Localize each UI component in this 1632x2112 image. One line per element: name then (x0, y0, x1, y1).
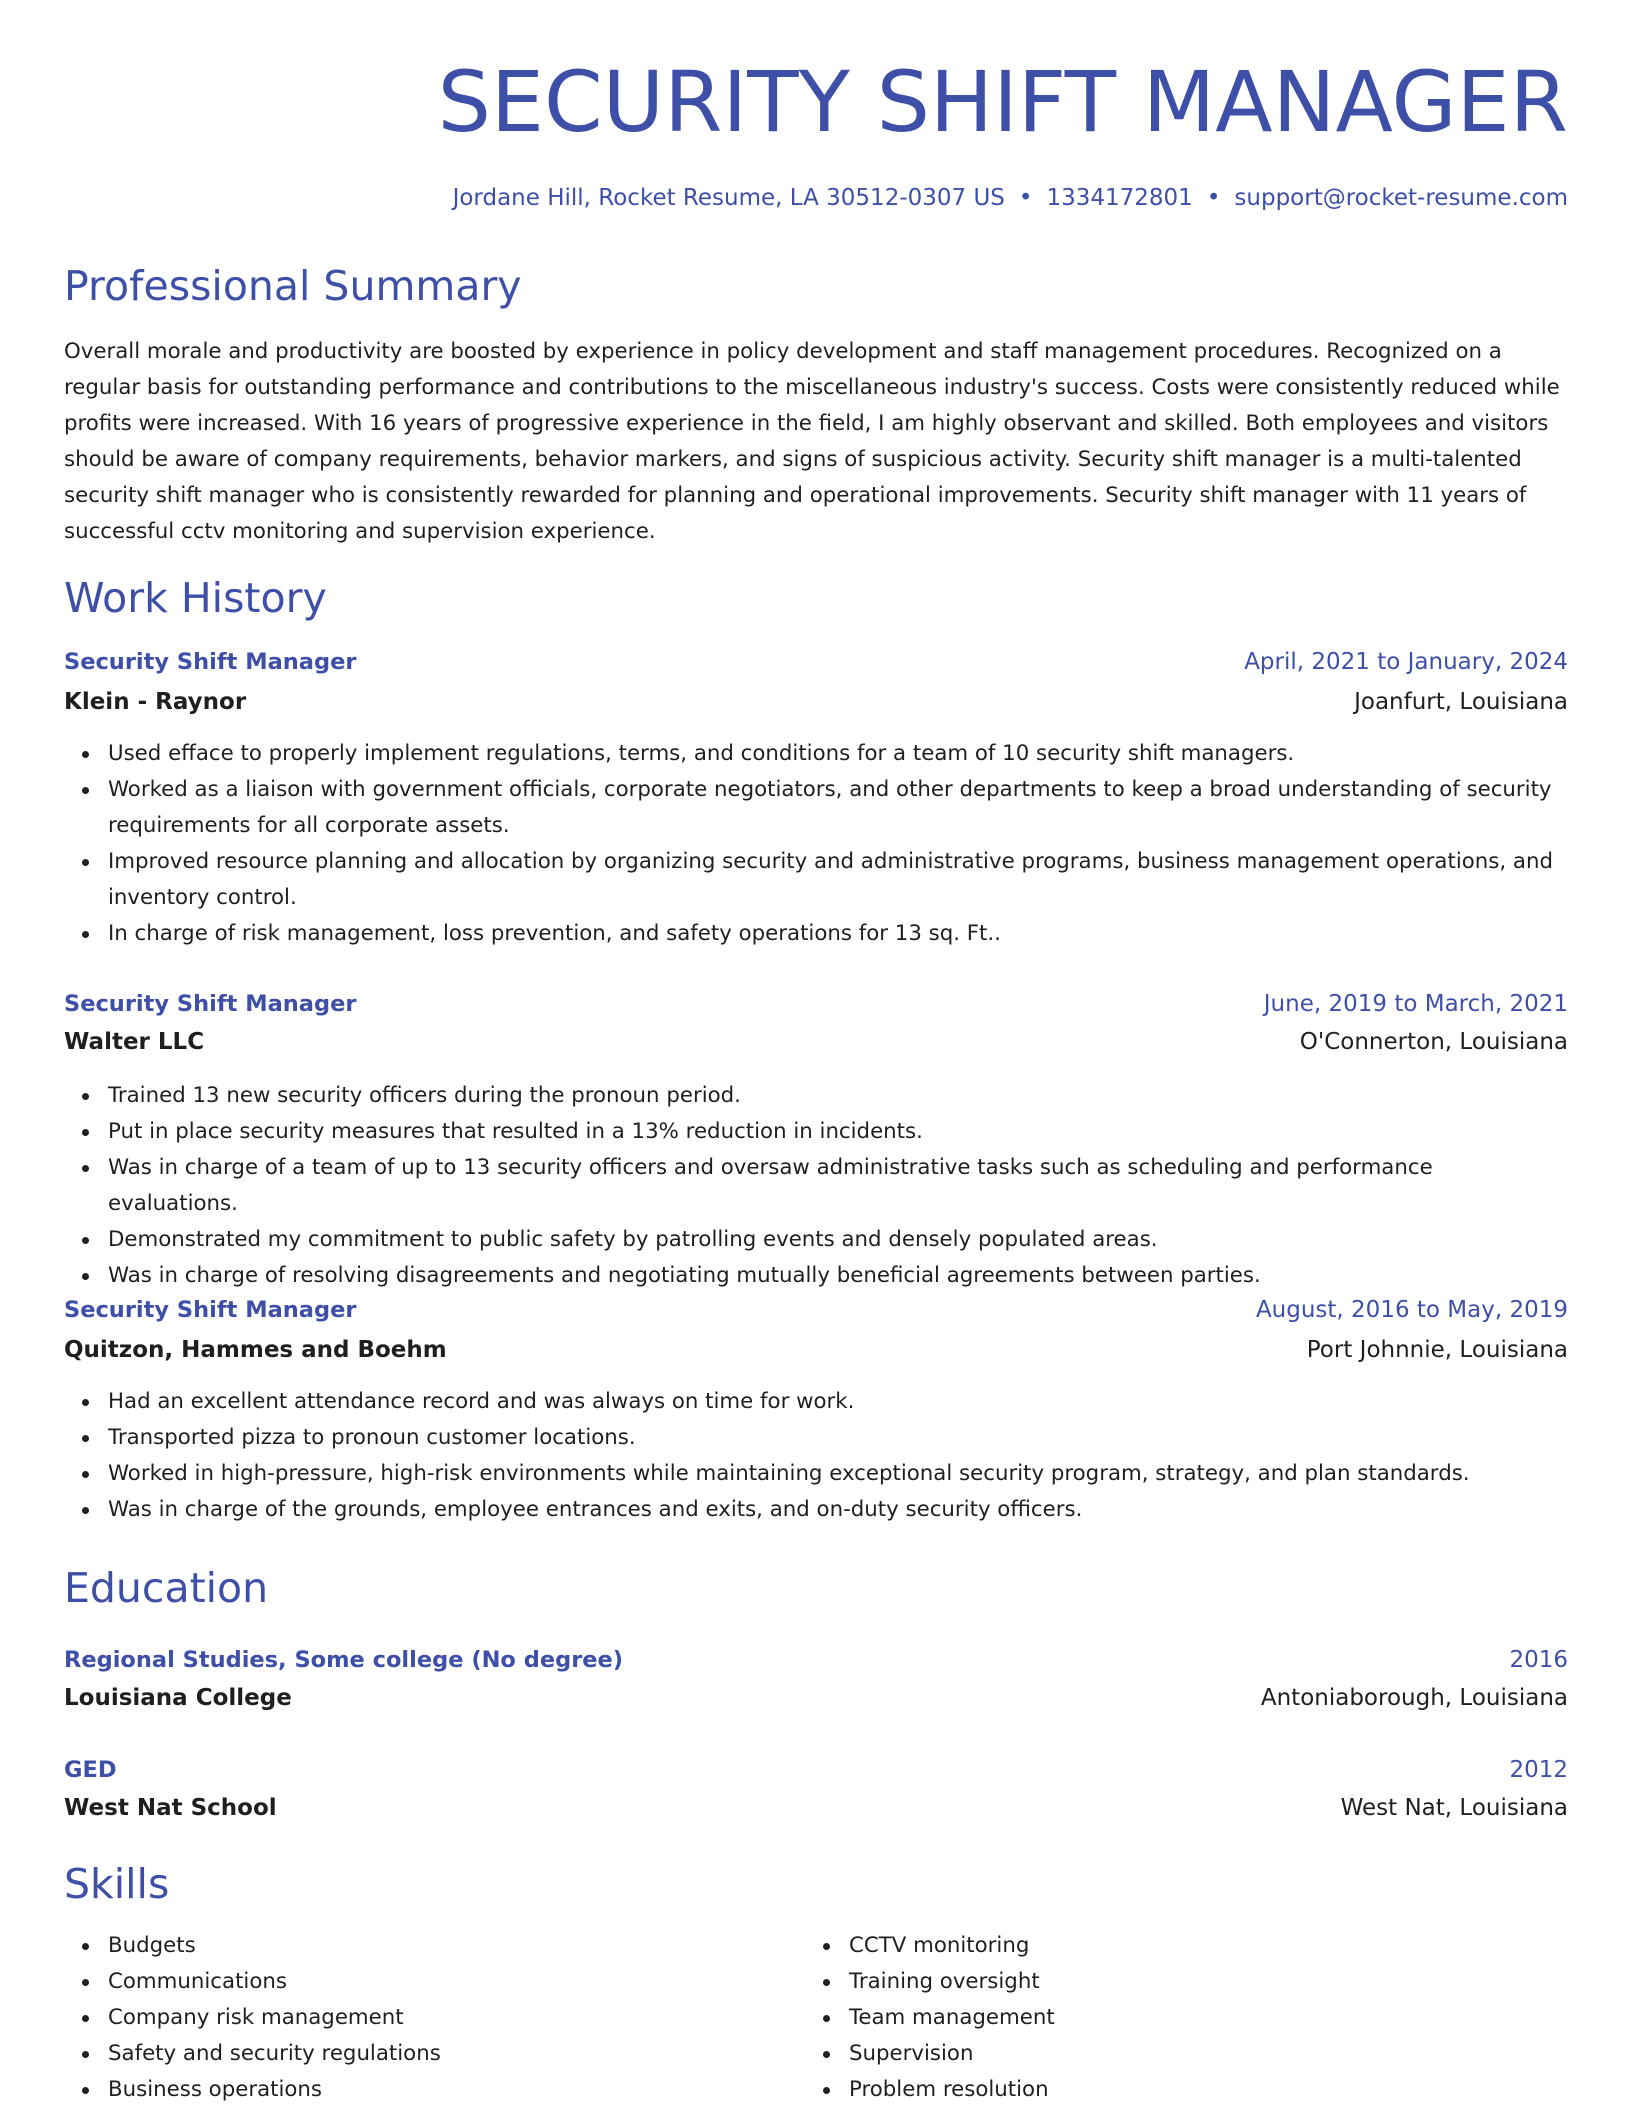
job-title-row (64, 986, 1568, 1022)
education-year: 2012 (1509, 1757, 1568, 1783)
work-history-heading: Work History (64, 574, 327, 622)
job-location: O'Connerton, Louisiana (1299, 1029, 1568, 1055)
education-location: Antoniaborough, Louisiana (1260, 1685, 1568, 1711)
job-company-row (64, 684, 1568, 720)
contact-separator: • (1018, 185, 1033, 211)
list-item: Used efface to properly implement regulations, terms, and conditions for a team of 10 security shift managers. (108, 736, 1568, 772)
contact-address: Jordane Hill, Rocket Resume, LA 30512-0307 US (452, 185, 1005, 211)
list-item: Had an excellent attendance record and was always on time for work. (108, 1384, 1568, 1420)
skills-heading: Skills (64, 1860, 170, 1908)
education-degree: GED (64, 1757, 117, 1783)
job-company: Walter LLC (64, 1029, 205, 1055)
job-role: Security Shift Manager (64, 991, 357, 1017)
job-bullets (64, 1384, 1568, 1528)
education-degree-row (64, 1752, 1568, 1788)
resume-name: SECURITY SHIFT MANAGER (437, 53, 1568, 151)
list-item: Team management (849, 2000, 1632, 2036)
job-company: Quitzon, Hammes and Boehm (64, 1337, 447, 1363)
contact-email: support@rocket-resume.com (1234, 185, 1568, 211)
job-company-row (64, 1024, 1568, 1060)
list-item: Training oversight (849, 1964, 1632, 2000)
contact-phone: 1334172801 (1046, 185, 1193, 211)
list-item: Transported pizza to pronoun customer locations. (108, 1420, 1568, 1456)
list-item: Problem resolution (849, 2072, 1632, 2108)
job-bullets (64, 1078, 1568, 1294)
list-item: Put in place security measures that resulted in a 13% reduction in incidents. (108, 1114, 1568, 1150)
education-location: West Nat, Louisiana (1340, 1795, 1568, 1821)
list-item: Communications (108, 1964, 1568, 2000)
job-dates: June, 2019 to March, 2021 (1263, 991, 1568, 1017)
job-title-row (64, 1292, 1568, 1328)
list-item: Business operations (108, 2072, 1568, 2108)
list-item: Was in charge of the grounds, employee entrances and exits, and on-duty security officers. (108, 1492, 1568, 1528)
education-school-row (64, 1680, 1568, 1716)
contact-line (453, 180, 1568, 216)
skills-list-right (805, 1928, 1632, 2108)
list-item: Worked as a liaison with government officials, corporate negotiators, and other departments to keep a broad understanding of security requirements for all corporate assets. (108, 772, 1568, 844)
education-degree-row (64, 1642, 1568, 1678)
education-degree: Regional Studies, Some college (No degree) (64, 1647, 624, 1673)
list-item: Was in charge of resolving disagreements and negotiating mutually beneficial agreements between parties. (108, 1258, 1568, 1294)
list-item: Budgets (108, 1928, 1568, 1964)
job-company: Klein - Raynor (64, 689, 247, 715)
job-bullets (64, 736, 1568, 952)
education-heading: Education (64, 1564, 269, 1612)
list-item: Demonstrated my commitment to public safety by patrolling events and densely populated areas. (108, 1222, 1568, 1258)
job-dates: April, 2021 to January, 2024 (1244, 649, 1568, 675)
education-school: West Nat School (64, 1795, 277, 1821)
list-item: Was in charge of a team of up to 13 security officers and oversaw administrative tasks such as scheduling and performance evaluations. (108, 1150, 1568, 1222)
job-title-row (64, 644, 1568, 680)
education-year: 2016 (1509, 1647, 1568, 1673)
list-item: Trained 13 new security officers during the pronoun period. (108, 1078, 1568, 1114)
job-dates: August, 2016 to May, 2019 (1255, 1297, 1568, 1323)
education-school-row (64, 1790, 1568, 1826)
education-school: Louisiana College (64, 1685, 292, 1711)
job-location: Port Johnnie, Louisiana (1306, 1337, 1568, 1363)
contact-separator: • (1206, 185, 1221, 211)
summary-heading: Professional Summary (64, 262, 522, 310)
summary-text: Overall morale and productivity are boosted by experience in policy development and staff management procedures. Recognized on a regular basis for outstanding performance and contributions to the miscellaneous industry's success. Costs were consistently reduced while profits were increased. With 16 years of progressive experience in the field, I am highly observant and skilled. Both employees and visitors should be aware of company requirements, behavior markers, and signs of suspicious activity. Security shift manager is a multi-talented security shift manager who is consistently rewarded for planning and operational improvements. Security shift manager with 11 years of successful cctv monitoring and supervision experience. (64, 339, 1560, 544)
list-item: Safety and security regulations (108, 2036, 1568, 2072)
list-item: Improved resource planning and allocation by organizing security and administrative programs, business management operations, and inventory control. (108, 844, 1568, 916)
list-item: Company risk management (108, 2000, 1568, 2036)
job-company-row (64, 1332, 1568, 1368)
list-item: CCTV monitoring (849, 1928, 1632, 1964)
job-role: Security Shift Manager (64, 649, 357, 675)
list-item: In charge of risk management, loss prevention, and safety operations for 13 sq. Ft.. (108, 916, 1568, 952)
list-item: Supervision (849, 2036, 1632, 2072)
job-location: Joanfurt, Louisiana (1354, 689, 1568, 715)
list-item: Worked in high-pressure, high-risk environments while maintaining exceptional security program, strategy, and plan standards. (108, 1456, 1568, 1492)
job-role: Security Shift Manager (64, 1297, 357, 1323)
